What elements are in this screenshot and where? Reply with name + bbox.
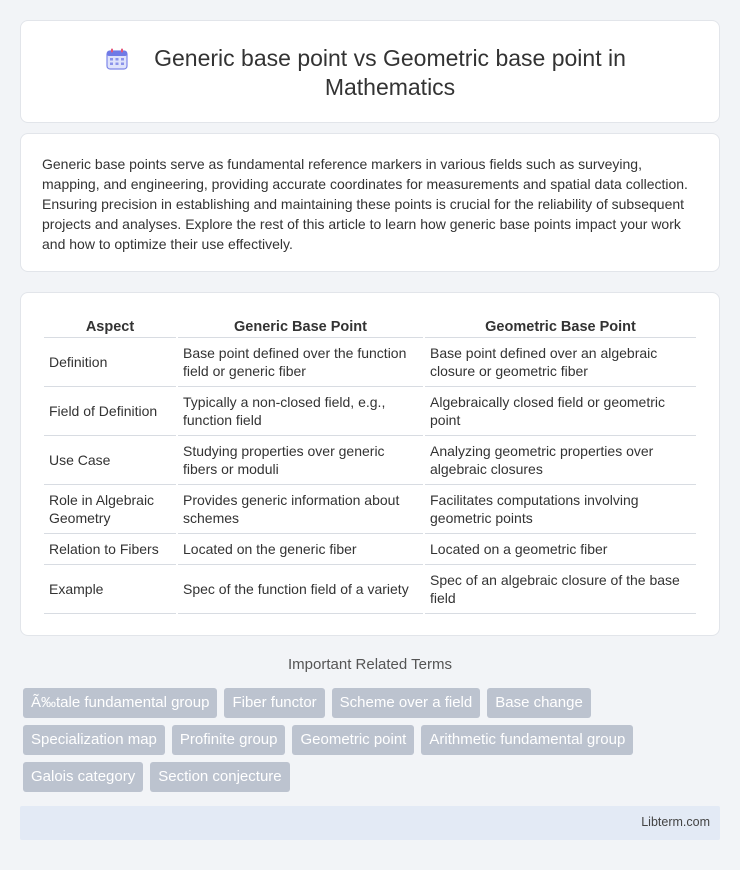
table-cell: Provides generic information about schemes (178, 485, 423, 534)
related-term-tag[interactable]: Fiber functor (224, 688, 324, 718)
table-cell: Base point defined over the function field or generic fiber (178, 338, 423, 387)
table-row (44, 534, 696, 565)
table-cell: Definition (44, 338, 176, 387)
table-cell: Role in Algebraic Geometry (44, 485, 176, 534)
table-row (44, 565, 696, 614)
table-cell: Located on the generic fiber (178, 534, 423, 565)
related-term-tag[interactable]: Specialization map (23, 725, 165, 755)
page-title: Generic base point vs Geometric base point in Mathematics (154, 45, 626, 100)
related-term-tag[interactable]: Geometric point (292, 725, 414, 755)
table-cell: Spec of an algebraic closure of the base field (425, 565, 696, 614)
related-terms-list (23, 688, 703, 792)
table-cell: Facilitates computations involving geometric points (425, 485, 696, 534)
table-cell: Relation to Fibers (44, 534, 176, 565)
intro-paragraph: Generic base points serve as fundamental reference markers in various fields such as surveying, mapping, and engineering, providing accurate coordinates for measurements and spatial data collection. Ensuring precision in establishing and maintaining these points is crucial for the reliability of subsequent projects and analyses. Explore the rest of this article to learn how generic base points impact your work and how to optimize their use effectively. (42, 156, 688, 252)
related-term-tag[interactable]: Scheme over a field (332, 688, 481, 718)
column-header: Aspect (44, 314, 176, 338)
table-row (44, 485, 696, 534)
table-cell: Analyzing geometric properties over algebraic closures (425, 436, 696, 485)
column-header: Generic Base Point (178, 314, 423, 338)
title-card (20, 20, 720, 123)
footer-site-link[interactable]: Libterm.com (641, 815, 710, 829)
footer (20, 806, 720, 840)
table-cell: Located on a geometric fiber (425, 534, 696, 565)
related-terms-heading: Important Related Terms (288, 656, 452, 673)
table-cell: Algebraically closed field or geometric point (425, 387, 696, 436)
table-row (44, 387, 696, 436)
table-row (44, 436, 696, 485)
table-cell: Spec of the function field of a variety (178, 565, 423, 614)
table-cell: Base point defined over an algebraic closure or geometric fiber (425, 338, 696, 387)
comparison-table-card (20, 292, 720, 636)
table-cell: Use Case (44, 436, 176, 485)
table-cell: Field of Definition (44, 387, 176, 436)
related-term-tag[interactable]: Ã‰tale fundamental group (23, 688, 217, 718)
related-term-tag[interactable]: Base change (487, 688, 591, 718)
table-cell: Example (44, 565, 176, 614)
column-header: Geometric Base Point (425, 314, 696, 338)
related-term-tag[interactable]: Section conjecture (150, 762, 289, 792)
intro-card (20, 133, 720, 272)
table-cell: Typically a non-closed field, e.g., function field (178, 387, 423, 436)
comparison-table (42, 314, 698, 614)
related-term-tag[interactable]: Galois category (23, 762, 143, 792)
related-term-tag[interactable]: Arithmetic fundamental group (421, 725, 633, 755)
table-cell: Studying properties over generic fibers or moduli (178, 436, 423, 485)
related-term-tag[interactable]: Profinite group (172, 725, 286, 755)
table-row (44, 338, 696, 387)
table-header-row (44, 314, 696, 338)
